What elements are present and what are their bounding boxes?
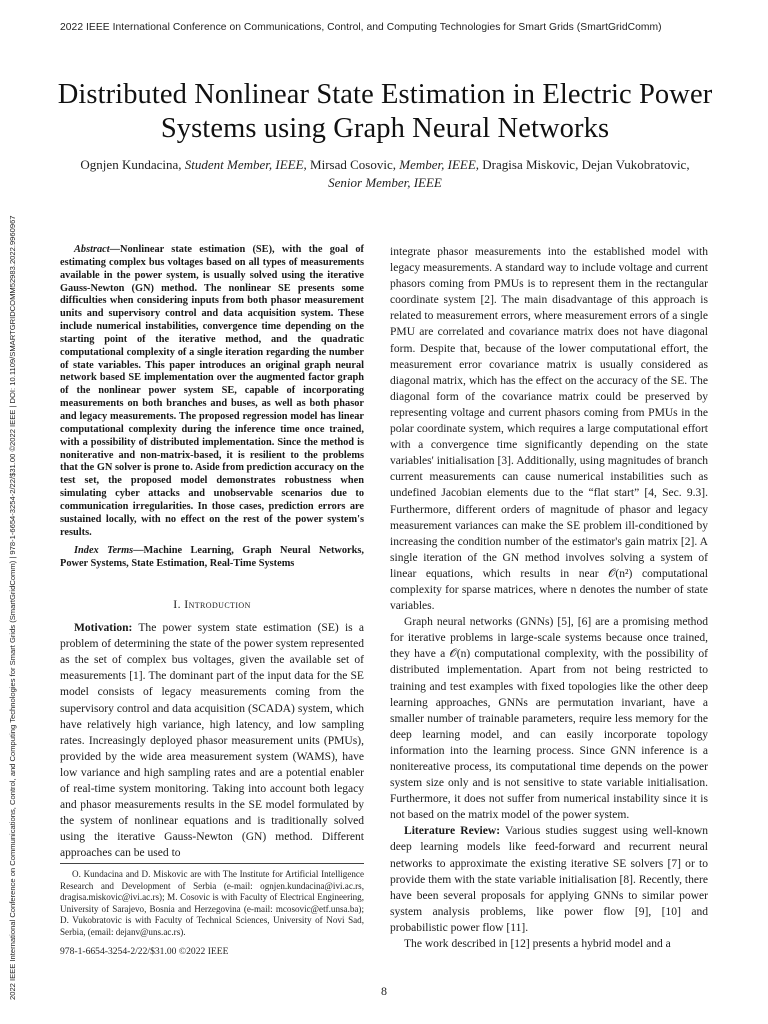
author-affiliation-footnote: O. Kundacina and D. Miskovic are with The Institute for Artificial Intelligence Research and Development of Serbia (e-mail: ognjen.kundacina@ivi.ac.rs, dragisa.miskovic@ivi.ac.rs); M. Cosovic is with Faculty of Electrical Engineering, University of Sarajevo, Bosnia and Herzegovina (e-mail: mcosovic@etf.unsa.ba); D. Vukobratovic is with Faculty of Technical Sciences, University of Novi Sad, Serbia, (email: dejanv@uns.ac.rs). <box>60 869 364 937</box>
paper-title: Distributed Nonlinear State Estimation in Electric Power Systems using Graph Neural Networks <box>57 79 713 144</box>
section-heading-introduction: I. Introduction <box>173 597 251 612</box>
intro-paragraph-1-continued: integrate phasor measurements into the established model with legacy measurements. A standard way to include voltage and current phasors coming from PMUs is to represent them in the rectangular coordinate system [2]. The main disadvantage of this approach is related to measurement errors, where measurement errors of a single PMU are correlated and covariance matrix does not have diagonal form. Despite that, because of the lower computational effort, the measurement error covariance matrix is usually considered as diagonal matrix, which has the effect on the accuracy of the SE. The diagonal form of the covariance matrix could be preserved by representing voltage and current phasors coming from PMUs in the polar coordinate system, which requires a large computational effort with a convergence time significantly depending on the state variables' initialisation [3]. Additionally, using magnitudes of branch current measurements can cause numerical instabilities such as undefined Jacobian elements due to the “flat start” [4, Sec. 9.3]. Furthermore, different orders of magnitude of phasor and legacy measurement variances can make the SE problem ill-conditioned by increasing the condition number of the estimator's gain matrix [2]. A single iteration of the GN method involves solving a system of linear equations, which results in near 𝒪(n²) computational complexity for sparse matrices, where n denotes the number of state variables. <box>390 246 708 613</box>
copyright-line: 978-1-6654-3254-2/22/$31.00 ©2022 IEEE <box>60 946 229 957</box>
index-terms <box>60 545 364 571</box>
author-2: Mirsad Cosovic, <box>310 157 396 172</box>
intro-paragraph-3-text: Various studies suggest using well-known deep learning models like feed-forward and recurrent neural networks to approximate the existing iterative SE solvers [7] or to provide them with the state variable initialisation [8]. Recently, there have been several proposals for applying GNNs to similar power system analysis problems, like power flow [9], [10] and probabilistic power flow [11]. <box>390 825 708 934</box>
abstract-text: —Nonlinear state estimation (SE), with the goal of estimating complex bus voltages based on all types of measurements available in the power system, is usually solved using the iterative Gauss-Newton (GN) method. The nonlinear SE presents some difficulties when considering inputs from both phasor measurement units and supervisory control and data acquisition system. These include numerical instabilities, convergence time depending on the starting point of the iterative method, and the quadratic computational complexity of a single iteration regarding the number of state variables. This paper introduces an original graph neural network based SE implementation over the augmented factor graph of the nonlinear power system SE, capable of incorporating measurements on both branches and buses, as well as both phasor and legacy measurements. The proposed regression model has linear computational complexity during the inference time once trained, with a possibility of distributed implementation. Since the method is noniterative and non-matrix-based, it is resilient to the problems that the GN solver is prone to. Aside from prediction accuracy on the test set, the proposed model demonstrates robustness when simulating cyber attacks and unobservable scenarios due to communication irregularities. In those cases, prediction errors are sustained locally, with no effect on the rest of the power system's results. <box>60 244 364 538</box>
side-doi-strip: 2022 IEEE International Conference on Communications, Control, and Computing Technologies for Smart Grids (SmartGridComm) | 978-1-6654-3254-2/22/$31.00 ©2022 IEEE | DOI: 10.1109/SMARTGRIDCOMM52983.2022.9960967 <box>8 215 17 1000</box>
abstract-lead: Abstract <box>74 244 110 255</box>
abstract <box>60 244 364 539</box>
page-number: 8 <box>381 984 387 998</box>
intro-paragraph-4: The work described in [12] presents a hybrid model and a <box>404 938 671 951</box>
right-column <box>390 244 708 952</box>
author-list <box>70 156 700 192</box>
intro-paragraph-3 <box>390 823 708 936</box>
literature-review-lead: Literature Review: <box>404 825 501 838</box>
index-terms-text: —Machine Learning, Graph Neural Networks, Power Systems, State Estimation, Real-Time Systems <box>60 545 364 570</box>
intro-paragraph-1 <box>60 620 364 861</box>
motivation-lead: Motivation: <box>74 622 133 635</box>
footnote-divider <box>60 863 364 864</box>
intro-paragraph-1-text: The power system state estimation (SE) is a problem of determining the state of the power system represented as the set of complex bus voltages, given the available set of measurements [1]. The dominant part of the input data for the SE model consists of legacy measurements coming from the supervisory control and data acquisition (SCADA) system, which have relatively high variance, high latency, and low sampling rates. Increasingly deployed phasor measurement units (PMUs), provided by the wide area measurement system (WAMS), have low variance and high sampling rates and are a potential enabler of real-time system monitoring. Taking into account both legacy and phasor measurements results in the SE model formulated by the system of nonlinear equations and is traditionally solved using the iterative Gauss-Newton (GN) method. Different approaches can be used to <box>60 622 364 860</box>
intro-paragraph-2: Graph neural networks (GNNs) [5], [6] are a promising method for iterative problems in large-scale systems because once trained, they have a 𝒪(n) computational complexity, with the possibility of distributed implementation. Apart from not being restricted to training and test examples with fixed topologies like the other deep learning approaches, GNNs are permutation invariant, have a smaller number of trainable parameters, require less memory for the deep learning model, and can easily incorporate topology information into the learning process. Since GNN inference is a nonitereative process, its computational time depends on the power system size only and is not sensitive to state variable initialisation. Furthermore, it does not suffer from numerical instability since it is not based on the matrix model of the power system. <box>390 616 708 822</box>
author-1-role: Student Member, IEEE, <box>184 157 307 172</box>
index-terms-lead: Index Terms <box>74 545 134 557</box>
author-2-role: Member, IEEE, <box>399 157 480 172</box>
author-1: Ognjen Kundacina, <box>80 157 182 172</box>
author-3: Dragisa Miskovic, Dejan Vukobratovic, <box>482 157 690 172</box>
author-3-role: Senior Member, IEEE <box>328 175 442 190</box>
left-column <box>60 244 364 862</box>
conference-header: 2022 IEEE International Conference on Communications, Control, and Computing Technologies for Smart Grids (SmartGridComm) <box>60 22 662 33</box>
